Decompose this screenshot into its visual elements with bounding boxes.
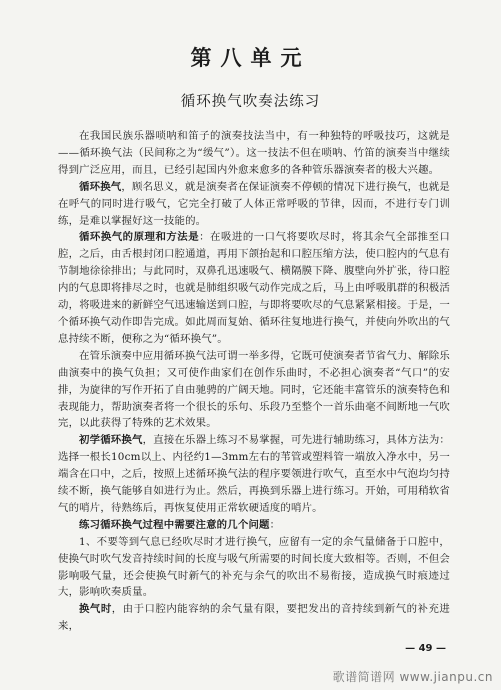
paragraph-lead: 换气时	[79, 603, 112, 616]
paragraph-lead: 初学循环换气	[79, 434, 143, 447]
paragraph-text: ，顾名思义，就是演奏者在保证演奏不停顿的情况下进行换气，也就是在呼气的同时进行吸气，它完全打破了人体正常呼吸的节律，因而，不进行专门训练，是难以掌握好这一技能的。	[58, 180, 450, 227]
paragraph-text: 1、不要等到气息已经吹尽时才进行换气，应留有一定的余气量储备于口腔中，使换气时吹气发音持续时间的长度与吸气所需要的时间长度大致相等。否则，不但会影响吸气量，还会使换气时新气的补充与余气的吹出不易衔接，造成换气时痕迹过大，影响吹奏质量。	[58, 535, 450, 599]
paragraph	[58, 348, 450, 433]
paragraph-text: 在我国民族乐器唢呐和笛子的演奏技法当中，有一种独特的呼吸技巧，这就是——循环换气法（民间称之为“缓气”）。这一技法不但在唢呐、竹笛的演奏当中继续得到广泛应用，而且，已经引起国内外愈来愈多的各种管乐器演奏者的极大兴趣。	[58, 130, 450, 176]
paragraph	[58, 534, 450, 602]
paragraph-text: ：在吸进的一口气将要吹尽时，将其余气全部推至口腔，之后，由舌根封闭口腔通道，再用下颌抬起和口腔压缩方法，使口腔内的气息有节制地徐徐排出；与此同时，双鼻孔迅速吸气、横隔膜下降、腹壁向外扩张，待口腔内的气息即将排尽之时，也就是肺组织吸气动作完成之后，马上由呼吸肌群的积极活动，将吸进来的新鲜空气迅速输送到口腔，与即将要吹尽的气息紧紧相接。于是，一个循环换气动作即告完成。如此周而复始、循环往复地进行换气，并使向外吹出的气息持续不断，便称之为“循环换气”。	[58, 231, 450, 345]
paragraph-text: ，直接在乐器上练习不易掌握，可先进行辅助练习，具体方法为：选择一根长10cm以上、内径约1—3mm左右的苇管或塑料管一端放入净水中，另一端含在口中，之后，按照上述循环换气法的程序要领进行吹气，直至水中气泡均匀持续不断，换气能够自如进行为止。然后，再换到乐器上进行练习。开始，可用稍软省气的哨片，待熟练后，再恢复使用正常软硬适度的哨片。	[58, 434, 451, 514]
body-text	[58, 128, 450, 635]
chapter-title: 第八单元	[190, 46, 311, 70]
watermark-text: 歌谱简谱网 www.jianpu.cn	[332, 670, 493, 684]
paragraph	[58, 229, 450, 347]
page-number: — 49 —	[405, 643, 446, 654]
paragraph	[58, 128, 450, 179]
paragraph	[58, 179, 450, 230]
paragraph-text: ，由于口腔内能容纳的余气量有限，要把发出的音持续到新气的补充进来，	[58, 603, 450, 633]
paragraph-text: 在管乐演奏中应用循环换气法可谓一举多得，它既可使演奏者节省气力、解除乐曲演奏中的换气负担；又可使作曲家们在创作乐曲时，不必担心演奏者“气口”的安排，为旋律的写作开拓了自由驰骋的广阔天地。同时，它还能丰富管乐的演奏特色和表现能力，帮助演奏者将一个很长的乐句、乐段乃至整个一首乐曲毫不间断地一气吹完，以此获得了特殊的艺术效果。	[58, 349, 450, 430]
paragraph	[58, 432, 450, 517]
paragraph-text: ：	[269, 518, 281, 531]
paragraph	[58, 517, 450, 534]
paragraph-lead: 练习循环换气过程中需要注意的几个问题	[79, 518, 270, 531]
section-title: 循环换气吹奏法练习	[180, 94, 321, 110]
paragraph-lead: 循环换气的原理和方法是	[79, 231, 200, 244]
paragraph-lead: 循环换气	[79, 180, 122, 193]
paragraph	[58, 601, 450, 635]
